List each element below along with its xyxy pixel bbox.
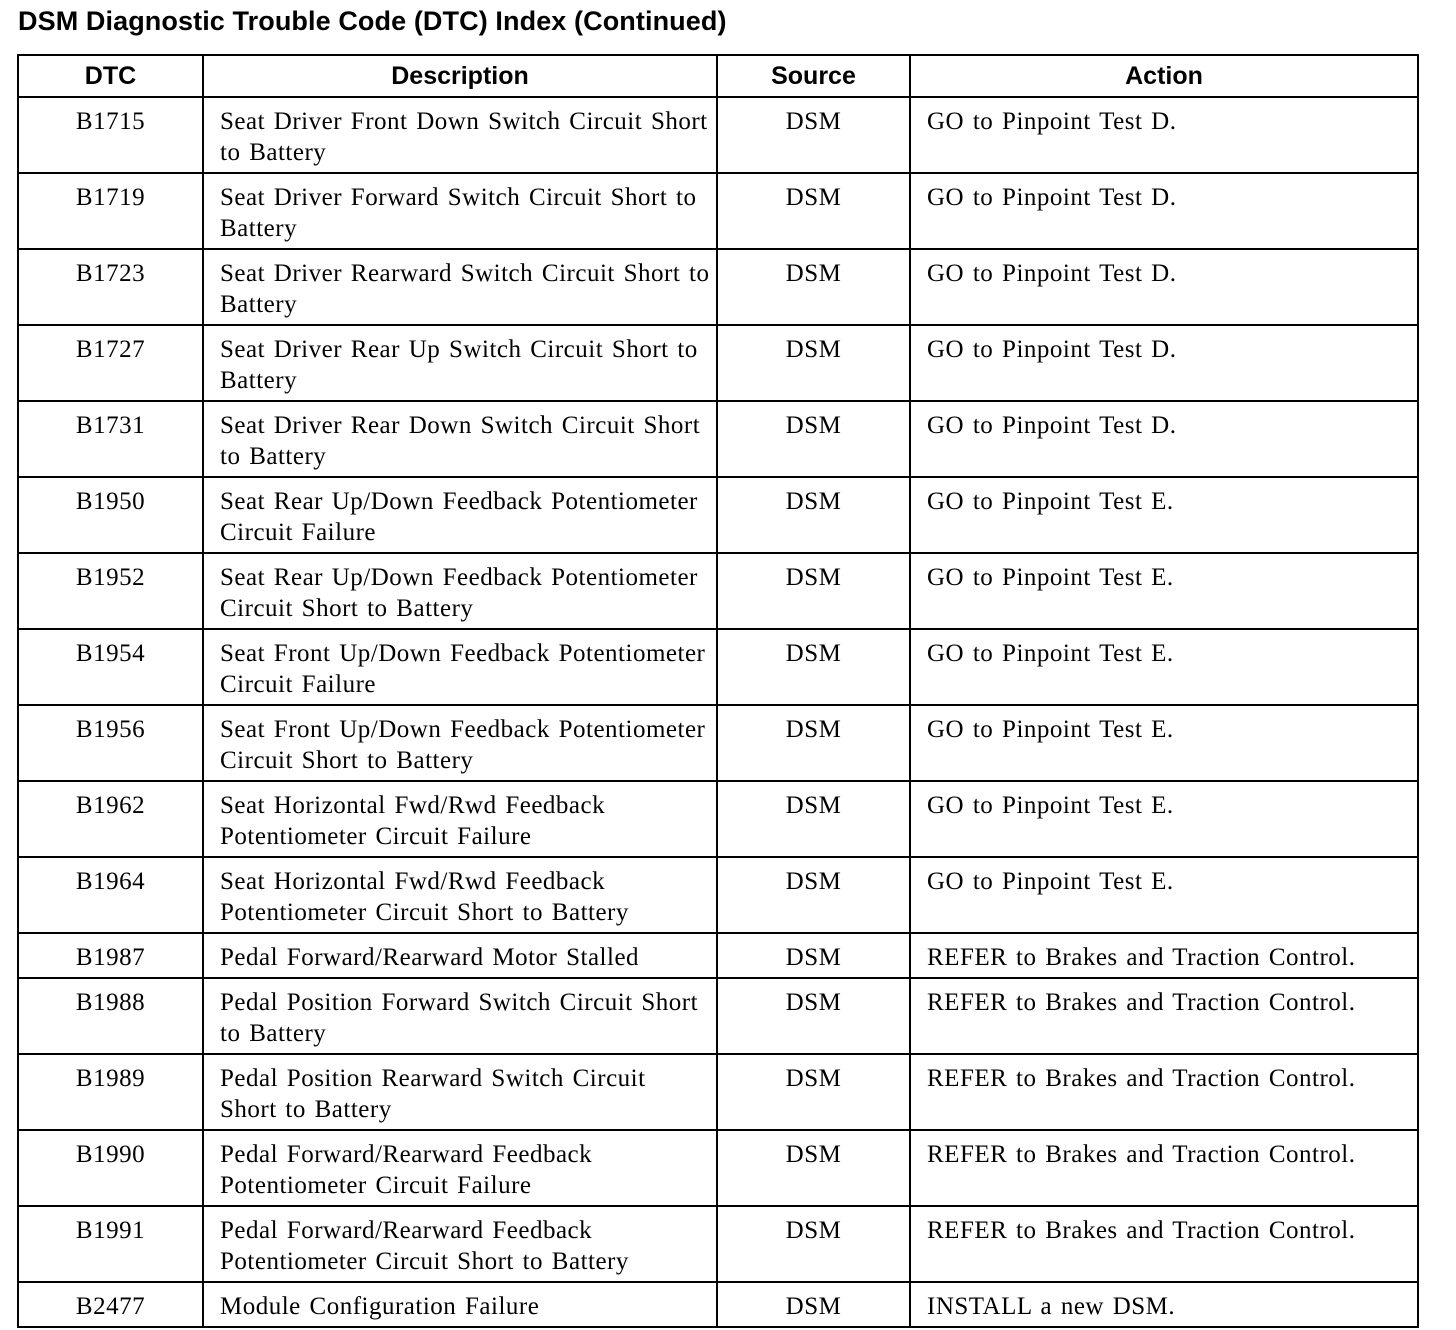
cell-source: DSM <box>717 857 910 933</box>
table-header-row <box>18 55 1418 97</box>
cell-description: Seat Driver Rear Up Switch Circuit Short to Battery <box>203 325 717 401</box>
header-action: Action <box>910 55 1418 97</box>
cell-action: GO to Pinpoint Test E. <box>910 781 1418 857</box>
cell-action: REFER to Brakes and Traction Control. <box>910 1130 1418 1206</box>
cell-dtc: B1964 <box>18 857 203 933</box>
cell-description: Seat Driver Rear Down Switch Circuit Short to Battery <box>203 401 717 477</box>
table-row <box>18 1130 1418 1206</box>
table-row <box>18 97 1418 173</box>
cell-action: GO to Pinpoint Test D. <box>910 97 1418 173</box>
cell-description: Seat Driver Forward Switch Circuit Short to Battery <box>203 173 717 249</box>
cell-source: DSM <box>717 325 910 401</box>
cell-source: DSM <box>717 249 910 325</box>
cell-source: DSM <box>717 1206 910 1282</box>
cell-source: DSM <box>717 978 910 1054</box>
cell-dtc: B1952 <box>18 553 203 629</box>
cell-dtc: B1727 <box>18 325 203 401</box>
cell-description: Seat Front Up/Down Feedback Potentiometer Circuit Short to Battery <box>203 705 717 781</box>
cell-source: DSM <box>717 1054 910 1130</box>
cell-action: GO to Pinpoint Test E. <box>910 857 1418 933</box>
cell-description: Pedal Position Forward Switch Circuit Short to Battery <box>203 978 717 1054</box>
cell-dtc: B1715 <box>18 97 203 173</box>
cell-action: GO to Pinpoint Test D. <box>910 325 1418 401</box>
cell-source: DSM <box>717 933 910 978</box>
cell-source: DSM <box>717 1130 910 1206</box>
cell-action: GO to Pinpoint Test E. <box>910 705 1418 781</box>
cell-description: Seat Front Up/Down Feedback Potentiometer Circuit Failure <box>203 629 717 705</box>
cell-source: DSM <box>717 173 910 249</box>
cell-description: Pedal Forward/Rearward Motor Stalled <box>203 933 717 978</box>
cell-description: Module Configuration Failure <box>203 1282 717 1327</box>
cell-dtc: B1987 <box>18 933 203 978</box>
dtc-index-table <box>17 54 1419 1328</box>
cell-dtc: B1950 <box>18 477 203 553</box>
table-row <box>18 249 1418 325</box>
cell-source: DSM <box>717 1282 910 1327</box>
cell-dtc: B1956 <box>18 705 203 781</box>
cell-action: GO to Pinpoint Test E. <box>910 477 1418 553</box>
page-title: DSM Diagnostic Trouble Code (DTC) Index (Continued) <box>18 6 727 36</box>
cell-dtc: B1990 <box>18 1130 203 1206</box>
cell-action: GO to Pinpoint Test E. <box>910 553 1418 629</box>
cell-description: Seat Driver Rearward Switch Circuit Short to Battery <box>203 249 717 325</box>
cell-description: Pedal Forward/Rearward Feedback Potentiometer Circuit Short to Battery <box>203 1206 717 1282</box>
cell-source: DSM <box>717 629 910 705</box>
table-row <box>18 553 1418 629</box>
table-row <box>18 1206 1418 1282</box>
cell-action: GO to Pinpoint Test D. <box>910 249 1418 325</box>
cell-dtc: B2477 <box>18 1282 203 1327</box>
cell-dtc: B1991 <box>18 1206 203 1282</box>
table-row <box>18 781 1418 857</box>
cell-description: Seat Rear Up/Down Feedback Potentiometer Circuit Failure <box>203 477 717 553</box>
cell-source: DSM <box>717 705 910 781</box>
cell-source: DSM <box>717 553 910 629</box>
cell-description: Pedal Position Rearward Switch Circuit Short to Battery <box>203 1054 717 1130</box>
table-row <box>18 401 1418 477</box>
cell-dtc: B1988 <box>18 978 203 1054</box>
cell-action: REFER to Brakes and Traction Control. <box>910 1054 1418 1130</box>
table-row <box>18 705 1418 781</box>
cell-description: Seat Rear Up/Down Feedback Potentiometer Circuit Short to Battery <box>203 553 717 629</box>
cell-source: DSM <box>717 97 910 173</box>
cell-action: REFER to Brakes and Traction Control. <box>910 933 1418 978</box>
cell-dtc: B1962 <box>18 781 203 857</box>
cell-action: GO to Pinpoint Test E. <box>910 629 1418 705</box>
cell-action: REFER to Brakes and Traction Control. <box>910 978 1418 1054</box>
cell-dtc: B1719 <box>18 173 203 249</box>
table-row <box>18 978 1418 1054</box>
cell-description: Seat Horizontal Fwd/Rwd Feedback Potentiometer Circuit Failure <box>203 781 717 857</box>
cell-dtc: B1989 <box>18 1054 203 1130</box>
table-row <box>18 173 1418 249</box>
cell-dtc: B1723 <box>18 249 203 325</box>
table-row <box>18 1054 1418 1130</box>
table-row <box>18 629 1418 705</box>
header-description: Description <box>203 55 717 97</box>
cell-description: Pedal Forward/Rearward Feedback Potentiometer Circuit Failure <box>203 1130 717 1206</box>
cell-action: REFER to Brakes and Traction Control. <box>910 1206 1418 1282</box>
cell-dtc: B1954 <box>18 629 203 705</box>
cell-source: DSM <box>717 781 910 857</box>
cell-action: INSTALL a new DSM. <box>910 1282 1418 1327</box>
table-row <box>18 933 1418 978</box>
table-row <box>18 325 1418 401</box>
table-row <box>18 1282 1418 1327</box>
cell-source: DSM <box>717 477 910 553</box>
cell-description: Seat Horizontal Fwd/Rwd Feedback Potentiometer Circuit Short to Battery <box>203 857 717 933</box>
cell-action: GO to Pinpoint Test D. <box>910 401 1418 477</box>
cell-action: GO to Pinpoint Test D. <box>910 173 1418 249</box>
cell-description: Seat Driver Front Down Switch Circuit Short to Battery <box>203 97 717 173</box>
table-row <box>18 477 1418 553</box>
cell-dtc: B1731 <box>18 401 203 477</box>
cell-source: DSM <box>717 401 910 477</box>
header-source: Source <box>717 55 910 97</box>
table-row <box>18 857 1418 933</box>
header-dtc: DTC <box>18 55 203 97</box>
